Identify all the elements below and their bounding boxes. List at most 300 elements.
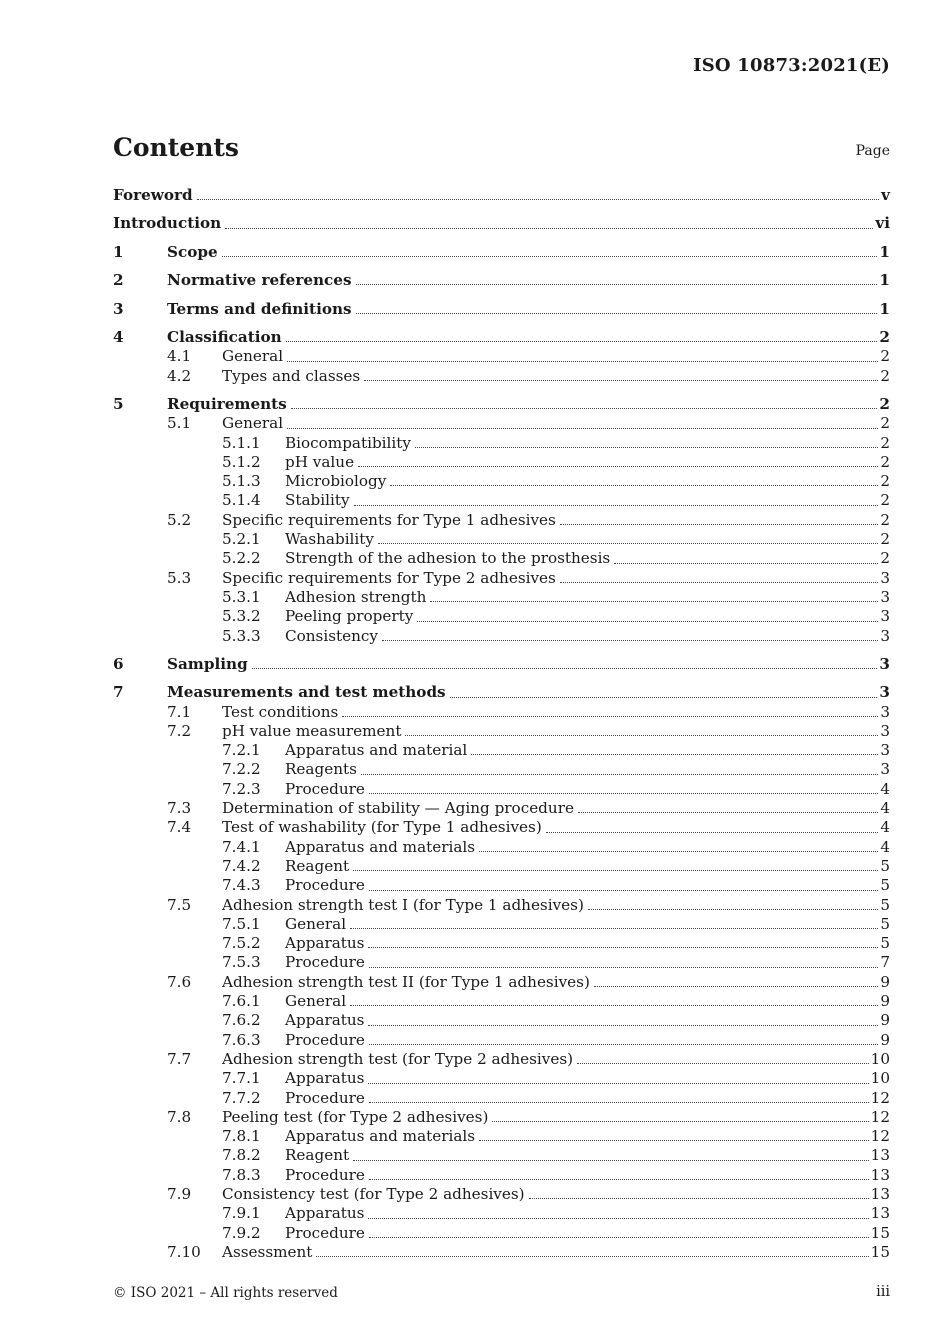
toc-entry-title: Stability (285, 491, 350, 510)
toc-entry-title: Adhesion strength (285, 587, 427, 606)
toc-entry-page: 2 (880, 414, 890, 433)
toc-entry[interactable] (113, 186, 890, 205)
toc-entry-page: 13 (870, 1146, 890, 1165)
toc-entry-number: 5 (113, 394, 124, 413)
toc-entry-line (285, 838, 890, 857)
toc-entry-page: 4 (880, 799, 890, 818)
toc-entry-number: 7.1 (167, 702, 192, 721)
toc-entry-title: Reagent (285, 856, 350, 875)
toc-entry-page: 13 (870, 1165, 890, 1184)
toc-entry-title: Normative references (167, 271, 352, 290)
toc-entry[interactable] (113, 271, 890, 290)
toc-dot-leader (390, 484, 878, 486)
toc-entry-line (285, 780, 890, 799)
toc-entry-number: 5.1 (167, 414, 192, 433)
toc-entry-page: 3 (879, 654, 890, 673)
toc-entry[interactable] (113, 328, 890, 347)
toc-entry-page: 15 (870, 1223, 890, 1242)
toc-entry[interactable] (113, 818, 890, 837)
toc-entry-line (285, 491, 890, 510)
toc-entry-line (285, 992, 890, 1011)
toc-entry-line (167, 300, 890, 319)
toc-entry[interactable] (113, 627, 890, 646)
toc-entry-line (222, 569, 890, 588)
toc-entry-page: 5 (880, 934, 890, 953)
toc-dot-leader (369, 1101, 869, 1103)
toc-entry-number: 7.2 (167, 721, 192, 740)
toc-entry-title: Measurements and test methods (167, 683, 446, 702)
toc-dot-leader (316, 1255, 868, 1257)
toc-dot-leader (369, 889, 878, 891)
toc-entry-number: 5.3.3 (222, 626, 261, 645)
toc-entry-title: Apparatus and materials (285, 1127, 476, 1146)
toc-entry-number: 7.10 (167, 1242, 201, 1261)
toc-entry-number: 3 (113, 299, 124, 318)
toc-entry-page: 12 (870, 1127, 890, 1146)
toc-entry[interactable] (113, 530, 890, 549)
toc-entry-line (285, 472, 890, 491)
toc-entry[interactable] (113, 607, 890, 626)
toc-entry[interactable] (113, 973, 890, 992)
toc-dot-leader (430, 600, 878, 602)
toc-entry[interactable] (113, 1204, 890, 1223)
toc-entry-line (222, 818, 890, 837)
toc-entry-page: 3 (880, 702, 890, 721)
toc-entry-title: Procedure (285, 1088, 365, 1107)
toc-entry-title: Apparatus (285, 1011, 365, 1030)
toc-dot-leader (415, 446, 878, 448)
toc-entry-title: Consistency (285, 626, 378, 645)
toc-entry[interactable] (113, 588, 890, 607)
toc-entry-number: 5.1.2 (222, 452, 261, 471)
toc-entry[interactable] (113, 1108, 890, 1127)
toc-entry-line (222, 799, 890, 818)
toc-entry-number: 1 (113, 242, 124, 261)
toc-dot-leader (578, 811, 878, 813)
toc-dot-leader (368, 1024, 878, 1026)
toc-entry-title: pH value (285, 452, 355, 471)
toc-dot-leader (546, 831, 879, 833)
toc-entry-page: 2 (879, 394, 890, 413)
toc-dot-leader (358, 465, 878, 467)
toc-entry-page: 13 (870, 1185, 890, 1203)
toc-entry-line (222, 1243, 890, 1262)
toc-entry[interactable] (113, 453, 890, 472)
toc-entry[interactable] (113, 703, 890, 722)
toc-entry-title: Specific requirements for Type 2 adhesives (222, 568, 556, 587)
toc-dot-leader (369, 1043, 878, 1045)
toc-entry[interactable] (113, 511, 890, 530)
toc-dot-leader (356, 312, 878, 314)
toc-entry-page: 2 (880, 347, 890, 366)
toc-entry[interactable] (113, 367, 890, 386)
table-of-contents (113, 186, 890, 1262)
toc-dot-leader (368, 1082, 868, 1084)
toc-entry-number: 7.7.1 (222, 1069, 261, 1088)
toc-entry-title: Test conditions (222, 702, 339, 721)
toc-entry-title: Consistency test (for Type 2 adhesives) (222, 1185, 525, 1203)
toc-entry[interactable] (113, 1031, 890, 1050)
toc-entry-page: 3 (880, 626, 890, 645)
toc-entry[interactable] (113, 722, 890, 741)
toc-entry-line (285, 934, 890, 953)
toc-entry[interactable] (113, 838, 890, 857)
toc-entry-page: 1 (879, 271, 890, 290)
toc-entry-line (167, 655, 890, 674)
toc-entry-title: Strength of the adhesion to the prosthesis (285, 549, 611, 568)
toc-entry-number: 7.3 (167, 799, 192, 818)
toc-entry-page: 2 (880, 491, 890, 510)
toc-dot-leader (287, 427, 878, 429)
toc-entry-title: Assessment (222, 1242, 313, 1261)
toc-entry-number: 7.4.3 (222, 876, 261, 895)
toc-entry[interactable] (113, 683, 890, 702)
toc-dot-leader (369, 792, 878, 794)
toc-entry-number: 5.2 (167, 510, 192, 529)
toc-entry-title: Apparatus (285, 1069, 365, 1088)
toc-entry-number: 7.8.3 (222, 1165, 261, 1184)
toc-entry-title: Reagent (285, 1146, 350, 1165)
toc-dot-leader (560, 523, 878, 525)
toc-dot-leader (252, 667, 878, 669)
toc-entry-title: General (285, 914, 347, 933)
toc-entry-line (285, 741, 890, 760)
toc-entry-line (113, 186, 890, 205)
toc-entry-line (285, 1011, 890, 1030)
toc-entry-number: 7.4 (167, 818, 192, 837)
toc-entry-title: pH value measurement (222, 721, 402, 740)
toc-entry-page: 5 (880, 895, 890, 914)
toc-entry-number: 7.6.1 (222, 992, 261, 1011)
toc-entry-title: Adhesion strength test I (for Type 1 adhesives) (222, 895, 584, 914)
toc-dot-leader (222, 255, 878, 257)
toc-entry-line (167, 243, 890, 262)
toc-dot-leader (354, 504, 879, 506)
toc-entry[interactable] (113, 896, 890, 915)
toc-entry-line (285, 453, 890, 472)
page-title: Contents (113, 133, 240, 162)
toc-entry[interactable] (113, 799, 890, 818)
toc-entry-number: 5.1.3 (222, 472, 261, 491)
toc-dot-leader (369, 966, 878, 968)
toc-entry-number: 7.5.1 (222, 914, 261, 933)
toc-entry-title: Apparatus (285, 934, 365, 953)
toc-entry-title: Scope (167, 242, 218, 261)
toc-entry-number: 2 (113, 271, 124, 290)
toc-entry-title: Requirements (167, 394, 287, 413)
toc-entry[interactable] (113, 214, 890, 233)
toc-dot-leader (405, 734, 878, 736)
toc-dot-leader (368, 946, 878, 948)
toc-entry-number: 5.3.2 (222, 607, 261, 626)
toc-entry-line (222, 511, 890, 530)
toc-entry-page: 5 (880, 856, 890, 875)
toc-entry-page: 3 (880, 741, 890, 760)
toc-entry-line (222, 722, 890, 741)
toc-entry[interactable] (113, 1127, 890, 1146)
page-column-label: Page (855, 143, 890, 159)
toc-entry-title: Procedure (285, 953, 365, 972)
toc-entry-title: Test of washability (for Type 1 adhesives) (222, 818, 542, 837)
toc-dot-leader (225, 227, 873, 229)
toc-entry-title: Introduction (113, 214, 222, 233)
toc-entry-page: 4 (880, 837, 890, 856)
toc-entry-title: General (285, 992, 347, 1011)
toc-entry-number: 5.2.1 (222, 530, 261, 549)
toc-dot-leader (356, 283, 878, 285)
toc-entry-number: 5.1.4 (222, 491, 261, 510)
toc-entry-number: 7.9.1 (222, 1204, 261, 1223)
toc-entry-line (285, 953, 890, 972)
toc-dot-leader (492, 1120, 868, 1122)
toc-entry-line (222, 1050, 890, 1069)
toc-dot-leader (286, 340, 878, 342)
toc-entry-page: 9 (880, 992, 890, 1011)
toc-entry-line (285, 1069, 890, 1088)
toc-entry-page: 5 (880, 876, 890, 895)
toc-entry[interactable] (113, 857, 890, 876)
toc-entry-number: 7.5 (167, 895, 192, 914)
toc-entry-line (167, 395, 890, 414)
toc-dot-leader (479, 850, 878, 852)
toc-entry-number: 7.7.2 (222, 1088, 261, 1107)
toc-entry-page: v (881, 186, 890, 204)
toc-entry-line (222, 367, 890, 386)
toc-entry[interactable] (113, 1243, 890, 1262)
toc-entry-number: 7.6.3 (222, 1030, 261, 1049)
toc-entry-page: 1 (879, 299, 890, 318)
toc-entry[interactable] (113, 491, 890, 510)
toc-entry-page: 4 (880, 818, 890, 837)
toc-entry-page: 9 (880, 1030, 890, 1049)
toc-entry-page: 7 (880, 953, 890, 972)
toc-entry-line (285, 1224, 890, 1243)
toc-dot-leader (369, 1178, 869, 1180)
toc-entry-title: Terms and definitions (167, 299, 352, 318)
toc-entry-title: Types and classes (222, 366, 361, 385)
toc-entry-number: 7.8.1 (222, 1127, 261, 1146)
toc-entry-number: 7.4.1 (222, 837, 261, 856)
toc-entry-page: 3 (879, 683, 890, 702)
toc-entry-line (167, 328, 890, 347)
toc-entry-page: 2 (880, 549, 890, 568)
toc-entry-title: Washability (285, 530, 374, 549)
toc-entry[interactable] (113, 780, 890, 799)
toc-dot-leader (361, 773, 878, 775)
toc-entry-number: 5.3.1 (222, 587, 261, 606)
toc-entry-line (285, 1204, 890, 1223)
toc-entry[interactable] (113, 243, 890, 262)
toc-entry-page: 3 (880, 721, 890, 740)
toc-entry-title: Procedure (285, 876, 365, 895)
toc-entry-number: 5.1.1 (222, 433, 261, 452)
toc-dot-leader (378, 542, 878, 544)
toc-entry-page: 9 (880, 972, 890, 991)
toc-entry-title: Foreword (113, 186, 193, 204)
toc-entry-number: 7.9 (167, 1185, 192, 1203)
toc-entry-title: Apparatus and materials (285, 837, 476, 856)
toc-dot-leader (529, 1197, 869, 1199)
toc-entry-title: Microbiology (285, 472, 387, 491)
toc-entry-title: Determination of stability — Aging procedure (222, 799, 574, 818)
toc-entry-number: 7.5.2 (222, 934, 261, 953)
toc-entry-page: 2 (879, 327, 890, 346)
toc-entry-number: 7.4.2 (222, 856, 261, 875)
toc-dot-leader (350, 1004, 878, 1006)
toc-entry-title: Apparatus (285, 1204, 365, 1223)
toc-dot-leader (450, 696, 878, 698)
toc-entry-page: 2 (880, 452, 890, 471)
toc-dot-leader (291, 407, 878, 409)
toc-entry-number: 4 (113, 327, 124, 346)
toc-entry[interactable] (113, 472, 890, 491)
toc-dot-leader (588, 908, 878, 910)
toc-entry-line (285, 915, 890, 934)
toc-entry-line (222, 973, 890, 992)
toc-entry-line (285, 760, 890, 779)
toc-entry-line (285, 1127, 890, 1146)
toc-entry-number: 4.1 (167, 347, 192, 366)
toc-dot-leader (577, 1062, 869, 1064)
toc-entry-page: 3 (880, 607, 890, 626)
toc-entry-number: 5.3 (167, 568, 192, 587)
toc-entry[interactable] (113, 569, 890, 588)
toc-entry-line (285, 588, 890, 607)
toc-entry-title: Specific requirements for Type 1 adhesives (222, 510, 556, 529)
toc-dot-leader (471, 753, 878, 755)
toc-entry[interactable] (113, 655, 890, 674)
toc-entry-page: 9 (880, 1011, 890, 1030)
toc-dot-leader (353, 869, 878, 871)
toc-entry[interactable] (113, 876, 890, 895)
toc-entry-title: Apparatus and material (285, 741, 468, 760)
toc-entry[interactable] (113, 300, 890, 319)
toc-entry[interactable] (113, 1011, 890, 1030)
toc-entry-number: 7 (113, 683, 124, 702)
toc-dot-leader (614, 562, 878, 564)
toc-dot-leader (594, 985, 878, 987)
toc-entry-line (222, 1185, 890, 1204)
toc-entry-line (285, 434, 890, 453)
toc-entry-page: 3 (880, 587, 890, 606)
footer-copyright: © ISO 2021 – All rights reserved (113, 1285, 338, 1301)
toc-entry-number: 5.2.2 (222, 549, 261, 568)
toc-entry[interactable] (113, 1185, 890, 1204)
toc-entry-title: General (222, 347, 284, 366)
toc-entry-number: 6 (113, 654, 124, 673)
toc-entry[interactable] (113, 1224, 890, 1243)
toc-entry-page: 10 (870, 1069, 890, 1088)
toc-entry-line (285, 627, 890, 646)
toc-entry-page: 1 (879, 242, 890, 261)
toc-entry-title: Peeling property (285, 607, 414, 626)
toc-entry[interactable] (113, 549, 890, 568)
toc-entry-page: 12 (870, 1107, 890, 1126)
toc-entry-line (222, 703, 890, 722)
toc-entry-title: Biocompatibility (285, 433, 411, 452)
toc-entry-number: 7.5.3 (222, 953, 261, 972)
toc-entry-line (222, 414, 890, 433)
toc-entry-title: Classification (167, 327, 282, 346)
toc-entry[interactable] (113, 953, 890, 972)
toc-entry-line (285, 530, 890, 549)
toc-entry-title: Sampling (167, 654, 248, 673)
toc-entry-page: 3 (880, 760, 890, 779)
toc-dot-leader (342, 715, 878, 717)
toc-entry-number: 7.2.2 (222, 760, 261, 779)
toc-entry-line (167, 271, 890, 290)
toc-entry-page: 13 (870, 1204, 890, 1223)
toc-entry[interactable] (113, 1069, 890, 1088)
toc-entry-title: Adhesion strength test II (for Type 1 adhesives) (222, 972, 590, 991)
toc-entry[interactable] (113, 741, 890, 760)
toc-entry-line (222, 896, 890, 915)
toc-entry[interactable] (113, 934, 890, 953)
toc-entry-title: Procedure (285, 779, 365, 798)
toc-entry-number: 7.8 (167, 1107, 192, 1126)
toc-entry-title: Adhesion strength test (for Type 2 adhesives) (222, 1049, 574, 1068)
toc-entry-title: Peeling test (for Type 2 adhesives) (222, 1107, 489, 1126)
toc-entry[interactable] (113, 1050, 890, 1069)
toc-entry[interactable] (113, 434, 890, 453)
toc-entry[interactable] (113, 915, 890, 934)
toc-entry[interactable] (113, 414, 890, 433)
toc-dot-leader (364, 379, 878, 381)
toc-entry-page: 2 (880, 530, 890, 549)
toc-entry-page: 5 (880, 914, 890, 933)
toc-dot-leader (353, 1159, 869, 1161)
toc-entry-page: 12 (870, 1088, 890, 1107)
footer-page-number: iii (876, 1284, 890, 1300)
toc-dot-leader (287, 360, 878, 362)
toc-dot-leader (350, 927, 878, 929)
toc-entry-line (285, 1146, 890, 1165)
toc-entry-number: 4.2 (167, 366, 192, 385)
toc-entry-line (285, 549, 890, 568)
toc-entry[interactable] (113, 992, 890, 1011)
toc-entry[interactable] (113, 1146, 890, 1165)
toc-entry-title: Procedure (285, 1223, 365, 1242)
toc-entry-page: 2 (880, 472, 890, 491)
toc-entry[interactable] (113, 1166, 890, 1185)
toc-entry[interactable] (113, 760, 890, 779)
toc-entry-page: 2 (880, 366, 890, 385)
toc-entry-title: General (222, 414, 284, 433)
toc-entry-number: 7.6.2 (222, 1011, 261, 1030)
toc-entry[interactable] (113, 395, 890, 414)
toc-dot-leader (382, 639, 878, 641)
toc-entry-line (285, 857, 890, 876)
toc-entry[interactable] (113, 1089, 890, 1108)
toc-entry-line (285, 607, 890, 626)
toc-entry-number: 7.2.1 (222, 741, 261, 760)
toc-entry-page: 4 (880, 779, 890, 798)
toc-dot-leader (560, 581, 878, 583)
toc-entry-number: 7.8.2 (222, 1146, 261, 1165)
toc-entry-line (285, 1031, 890, 1050)
toc-entry-line (285, 876, 890, 895)
toc-entry-page: 2 (880, 433, 890, 452)
toc-entry-title: Procedure (285, 1165, 365, 1184)
toc-entry-number: 7.7 (167, 1049, 192, 1068)
toc-entry-line (285, 1166, 890, 1185)
toc-entry[interactable] (113, 347, 890, 366)
toc-entry-line (222, 347, 890, 366)
toc-entry-line (285, 1089, 890, 1108)
toc-entry-line (222, 1108, 890, 1127)
toc-entry-page: 3 (880, 568, 890, 587)
toc-entry-page: 2 (880, 510, 890, 529)
